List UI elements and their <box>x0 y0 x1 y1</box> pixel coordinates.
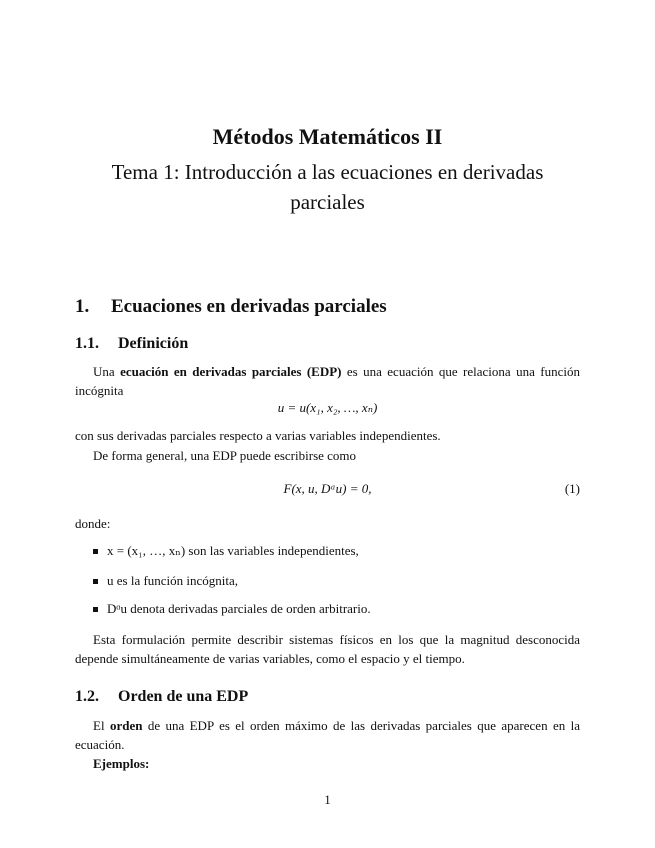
paragraph-orden <box>75 716 580 754</box>
list-item-text: x = (x₁, …, xₙ) son las variables independientes, <box>107 543 359 558</box>
subsection-title: Orden de una EDP <box>118 688 249 705</box>
subsection-number: 1.2. <box>75 688 99 705</box>
text-run: El <box>93 718 110 733</box>
page-number: 1 <box>324 792 331 807</box>
paragraph: con sus derivadas parciales respecto a varias variables independientes. <box>75 428 441 443</box>
text-run: es una ecuación que relaciona una función incógnita <box>75 364 580 398</box>
list-item-text: u es la función incógnita, <box>107 573 239 588</box>
equation-general-edp: F(x, u, Dᵅu) = 0, <box>283 481 372 496</box>
subsection-heading-definicion <box>75 335 188 353</box>
bullet-icon <box>93 607 98 612</box>
document-title: Métodos Matemáticos II <box>212 124 443 149</box>
text-run: Una <box>93 364 121 379</box>
list-item <box>93 601 583 617</box>
paragraph: De forma general, una EDP puede escribirse como <box>93 448 357 463</box>
bold-term: ecuación en derivadas parciales (EDP) <box>120 364 342 379</box>
equation-unknown-function: u = u(x₁, x₂, …, xₙ) <box>277 400 378 415</box>
section-heading <box>75 296 387 318</box>
text-run: de una EDP es el orden máximo de las derivadas parciales que aparecen en la ecuación. <box>75 718 580 752</box>
section-title: Ecuaciones en derivadas parciales <box>111 296 387 317</box>
bullet-icon <box>93 579 98 584</box>
document-subtitle: Tema 1: Introducción a las ecuaciones en derivadas parciales <box>111 160 544 214</box>
examples-label <box>75 754 580 773</box>
paragraph-donde: donde: <box>75 516 111 531</box>
subsection-number: 1.1. <box>75 335 99 352</box>
bold-term: Ejemplos: <box>93 756 150 771</box>
list-item-text: Dᵅu denota derivadas parciales de orden arbitrario. <box>107 601 371 616</box>
bold-term: orden <box>109 718 143 733</box>
subsection-heading-orden <box>75 688 248 706</box>
equation-number: (1) <box>564 481 580 496</box>
bullet-icon <box>93 549 98 554</box>
subsection-title: Definición <box>118 335 189 352</box>
paragraph: Esta formulación permite describir sistemas físicos en los que la magnitud desconocida depende simultáneamente de varias variables, como el espacio y el tiempo. <box>75 632 580 666</box>
section-number: 1. <box>75 296 90 317</box>
list-item <box>93 573 583 589</box>
definition-paragraph <box>75 362 580 400</box>
list-item <box>93 543 583 559</box>
